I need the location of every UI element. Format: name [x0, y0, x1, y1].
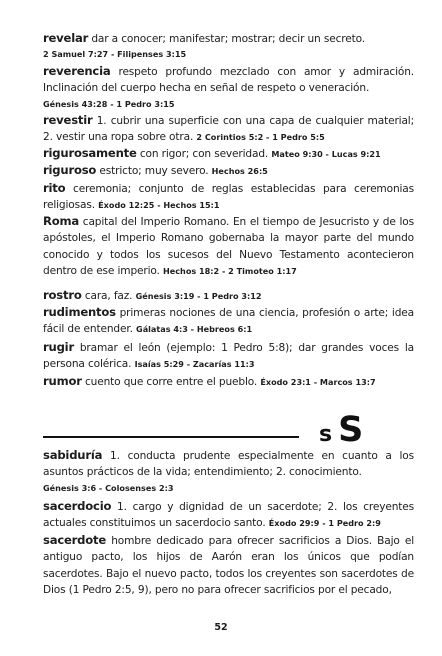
entry-revestir [43, 112, 414, 146]
headword: sacerdote [43, 533, 107, 547]
section-rule [43, 436, 299, 438]
headword: rito [43, 181, 66, 195]
definition: ceremonia; conjunto de reglas establecidas para ceremonias religiosas. [43, 183, 415, 212]
definition: respeto profundo mezclado con amor y admiración. Inclinación del cuerpo hecha en señal de respeto o veneración. [43, 66, 415, 95]
bible-references: Éxodo 12:25 - Hechos 15:1 [98, 200, 220, 211]
definition: con rigor; con severidad. [139, 148, 269, 160]
definition: cara, faz. [84, 290, 133, 302]
entry-roma [43, 213, 414, 279]
definition: hombre dedicado para ofrecer sacrificios a Dios. Bajo el antiguo pacto, los hijos de Aarón eran los únicos que podían sacerdotes. Bajo el nuevo pacto, todos los creyentes son sacerdotes de Dios (1 Pedro 2:5, 9), pero no para ofrecer sacrificios por el pecado, [43, 535, 414, 596]
bible-references: 2 Corintios 5:2 - 1 Pedro 5:5 [196, 132, 325, 143]
bible-references: 2 Samuel 7:27 - Filipenses 3:15 [43, 49, 187, 60]
definition: 1. cargo y dignidad de un sacerdote; 2. los creyentes actuales constituimos un sacerdocio santo. [43, 501, 415, 530]
definition: primeras nociones de una ciencia, profesión o arte; idea fácil de entender. [43, 307, 415, 336]
bible-references: Éxodo 23:1 - Marcos 13:7 [260, 377, 376, 387]
headword: rudimentos [43, 305, 116, 319]
bible-references: Gálatas 4:3 - Hebreos 6:1 [136, 324, 253, 335]
section-letters [319, 410, 363, 450]
bible-references: Isaías 5:29 - Zacarías 11:3 [134, 359, 255, 370]
headword: Roma [43, 214, 79, 228]
entry-rugir [43, 339, 414, 373]
definition: 1. cubrir una superficie con una capa de cualquier material; 2. vestir una ropa sobre otra. [43, 115, 414, 144]
bible-references: Génesis 3:6 - Colosenses 2:3 [43, 482, 174, 493]
headword: revelar [43, 31, 89, 45]
bible-references: Hechos 26:5 [211, 166, 268, 176]
definition: 1. conducta prudente especialmente en cuanto a los asuntos prácticos de la vida; entendimiento; 2. conocimiento. [43, 450, 414, 479]
entry-sacerdote [43, 532, 414, 598]
entry-sabiduria [43, 447, 414, 495]
definition: dar a conocer; manifestar; mostrar; decir un secreto. [91, 33, 365, 45]
page-number: 52 [214, 622, 228, 633]
definition: estricto; muy severo. [99, 165, 209, 177]
definition: bramar el león (ejemplo: 1 Pedro 5:8); dar grandes voces la persona colérica. [43, 342, 414, 371]
definition: capital del Imperio Romano. En el tiempo de Jesucristo y de los apóstoles, el Imperio Romano gobernaba la mayor parte del mundo conocido y todos los sucesos del Nuevo Testamento acontecieron dentro de ese imperio. [43, 216, 414, 277]
headword: rigurosamente [43, 146, 137, 160]
entry-rostro [43, 287, 414, 304]
headword: reverencia [43, 64, 111, 78]
entry-revelar [43, 30, 414, 61]
headword: sabiduría [43, 448, 103, 462]
entry-rudimentos [43, 304, 414, 338]
headword: rostro [43, 288, 82, 302]
headword: rugir [43, 340, 74, 354]
entry-sacerdocio [43, 498, 414, 532]
headword: riguroso [43, 163, 97, 177]
entry-rito [43, 180, 414, 214]
entry-rumor [43, 373, 414, 390]
headword: revestir [43, 113, 93, 127]
bible-references: Éxodo 29:9 - 1 Pedro 2:9 [268, 518, 381, 529]
bible-references: Génesis 43:28 - 1 Pedro 3:15 [43, 98, 175, 109]
section-divider [43, 410, 414, 450]
section-letter-lowercase: s [319, 422, 333, 447]
headword: rumor [43, 374, 82, 388]
entry-rigurosamente [43, 145, 414, 162]
bible-references: Génesis 3:19 - 1 Pedro 3:12 [135, 291, 262, 301]
entry-riguroso [43, 162, 414, 179]
bible-references: Mateo 9:30 - Lucas 9:21 [271, 149, 381, 159]
bible-references: Hechos 18:2 - 2 Timoteo 1:17 [163, 265, 297, 276]
definition: cuento que corre entre el pueblo. [84, 376, 258, 388]
entry-reverencia [43, 63, 414, 111]
headword: sacerdocio [43, 499, 112, 513]
section-letter-uppercase: S [338, 410, 364, 450]
